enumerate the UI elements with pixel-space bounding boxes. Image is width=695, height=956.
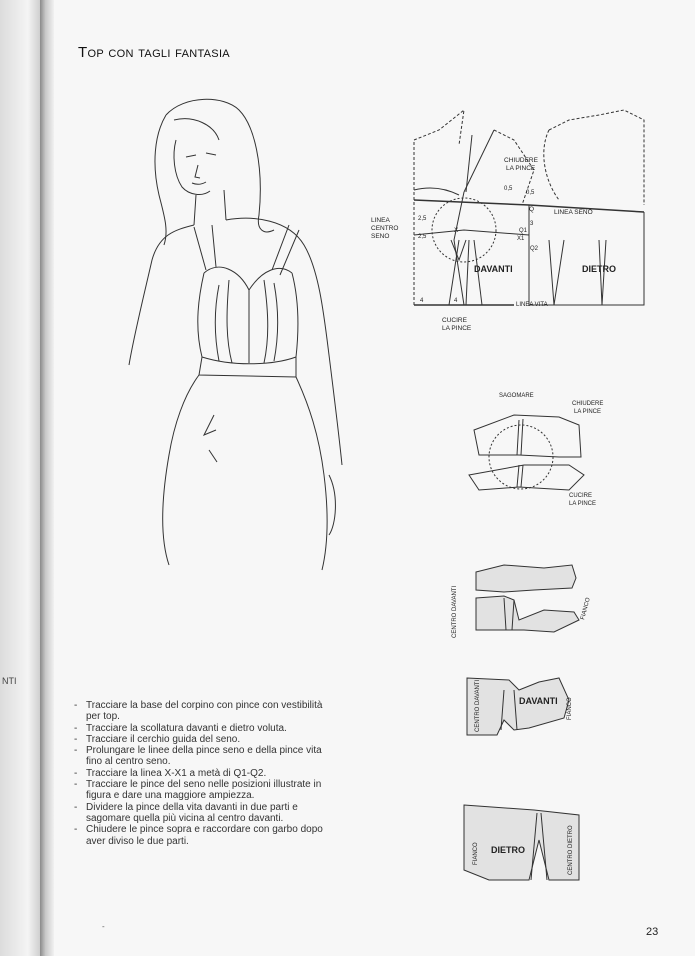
label-cucire-1: CUCIRE: [442, 317, 467, 324]
instruction-item: - Prolungare le linee della pince seno e della pince vita fino al centro seno.: [74, 745, 332, 768]
diagram-bodice-draft: [354, 100, 654, 340]
instruction-item: - Tracciare le pince del seno nelle posizioni illustrate in figura e dare una maggiore ampiezza.: [74, 779, 332, 802]
margin-mark: -: [102, 922, 105, 931]
label-centro: CENTRO: [371, 225, 399, 232]
label-centro-dietro: CENTRO DIETRO: [568, 825, 574, 875]
label-m-4a: 4: [420, 298, 424, 304]
label-q: Q: [529, 206, 535, 213]
label-seno: SENO: [371, 233, 390, 240]
previous-page-text-fragment: NTI: [2, 676, 17, 686]
instructions-list: [74, 700, 332, 847]
book-gutter: [40, 0, 54, 956]
label-centro-davanti-2: CENTRO DAVANTI: [475, 679, 481, 732]
label-m-25b: 2,5: [418, 234, 427, 240]
label-m-05a: 0,5: [504, 186, 513, 192]
label-m-4b: 4: [454, 298, 458, 304]
label-x1: X1: [517, 236, 525, 242]
fashion-figure-illustration: [114, 95, 374, 575]
label-chiudere-2: CHIUDERE: [572, 401, 604, 407]
instruction-item: - Tracciare la base del corpino con pince con vestibilità per top.: [74, 700, 332, 723]
previous-page-edge: [0, 0, 40, 956]
label-dietro-2: DIETRO: [491, 845, 526, 855]
instruction-item: - Chiudere le pince sopra e raccordare con garbo dopo aver diviso le due parti.: [74, 824, 332, 847]
label-fianco-3: FIANCO: [473, 842, 479, 865]
instruction-item: - Tracciare la scollatura davanti e dietro voluta.: [74, 723, 332, 734]
label-x: X: [454, 227, 459, 234]
label-q1: Q1: [519, 228, 528, 234]
label-m-3: 3: [530, 221, 534, 227]
label-fianco-1: FIANCO: [580, 597, 592, 621]
label-m-05b: 0,5: [526, 190, 535, 196]
label-la-pince-2: LA PINCE: [442, 325, 472, 332]
label-chiudere-1: CHIUDERE: [504, 157, 538, 164]
instruction-item: - Dividere la pince della vita davanti in due parti e sagomare quella più vicina al centro davanti.: [74, 802, 332, 825]
label-linea: LINEA: [371, 217, 390, 224]
label-q2: Q2: [530, 246, 539, 252]
label-m-25a: 2,5: [418, 216, 427, 222]
label-la-pince-4: LA PINCE: [569, 501, 597, 507]
label-la-pince-1: LA PINCE: [506, 165, 536, 172]
instruction-item: - Tracciare il cerchio guida del seno.: [74, 734, 332, 745]
diagram-front-pieces: [444, 560, 644, 650]
instruction-item: - Tracciare la linea X-X1 a metà di Q1-Q2.: [74, 768, 332, 779]
label-centro-davanti-1: CENTRO DAVANTI: [452, 585, 458, 638]
diagram-front-finished: [459, 670, 599, 750]
label-fianco-2: FIANCO: [567, 697, 573, 720]
label-dietro-1: DIETRO: [582, 264, 617, 274]
page-number: 23: [646, 926, 659, 938]
diagram-dart-closing: [459, 385, 659, 515]
label-linea-vita: LINEA VITA: [516, 302, 548, 308]
label-cucire-2: CUCIRE: [569, 493, 593, 499]
label-la-pince-3: LA PINCE: [574, 409, 602, 415]
diagram-back-finished: [459, 795, 609, 890]
book-page: [54, 0, 695, 956]
label-linea-seno: LINEA SENO: [554, 209, 593, 216]
label-sagomare: SAGOMARE: [499, 393, 534, 399]
page-title: Top con tagli fantasia: [78, 44, 230, 61]
label-davanti-2: DAVANTI: [519, 696, 558, 706]
label-davanti-1: DAVANTI: [474, 264, 513, 274]
